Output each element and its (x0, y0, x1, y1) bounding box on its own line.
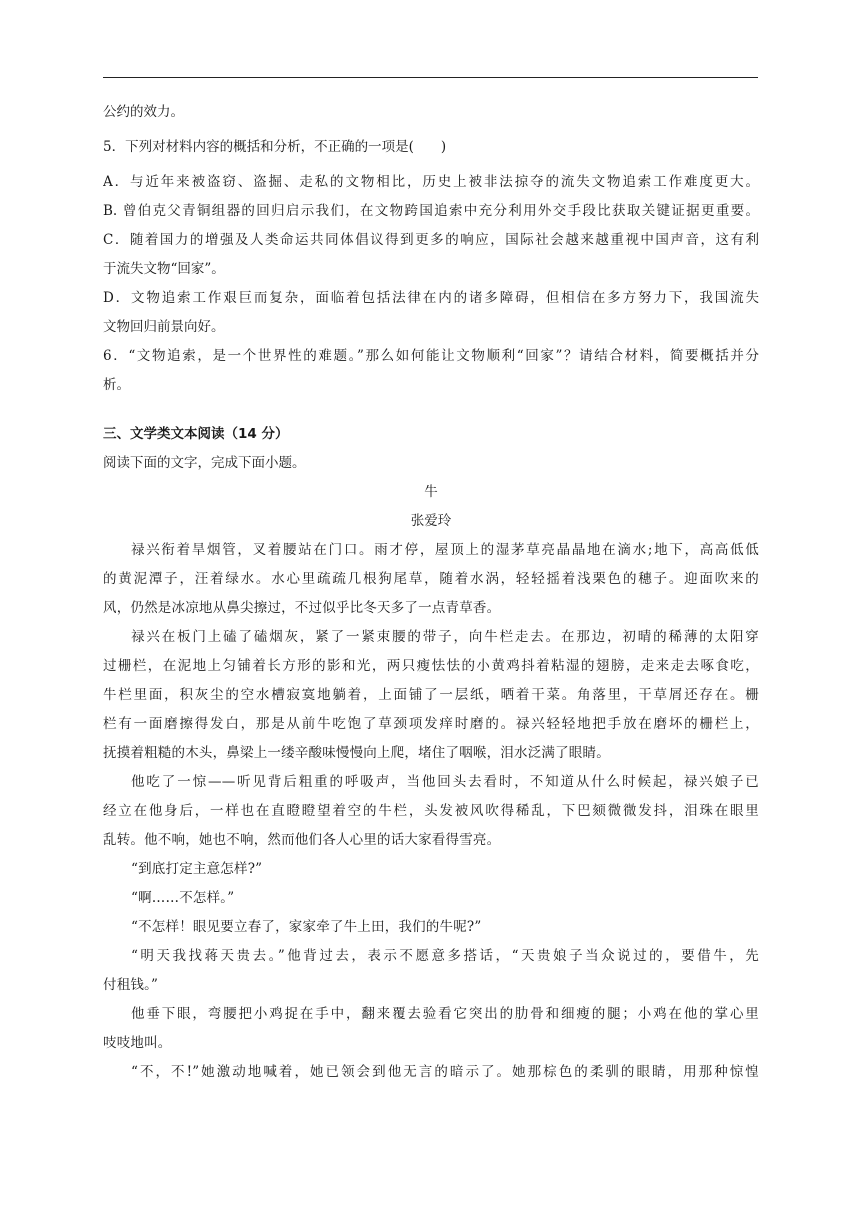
section-3-heading: 三、文学类文本阅读（14 分） (103, 426, 289, 442)
question-5-stem: 5．下列对材料内容的概括和分析，不正确的一项是( ) (103, 139, 447, 155)
story-line: 他垂下眼，弯腰把小鸡捉在手中，翻来覆去验看它突出的肋骨和细瘦的腿；小鸡在他的掌心里 (131, 1006, 759, 1022)
header-fragment: 公约的效力。 (103, 104, 184, 120)
question-5-option-a: A．与近年来被盗窃、盗掘、走私的文物相比，历史上被非法掠夺的流失文物追索工作难度更大。 (103, 174, 759, 190)
story-line: 禄兴衔着旱烟管，叉着腰站在门口。雨才停，屋顶上的湿茅草亮晶晶地在滴水;地下，高高低低 (131, 542, 759, 558)
story-line: 付租钱。” (103, 977, 159, 993)
question-6-line-1: 6．“文物追索，是一个世界性的难题。”那么如何能让文物顺利“回家”？请结合材料，简要概括并分 (103, 348, 759, 364)
story-body (103, 536, 759, 1087)
story-line: 经立在他身后，一样也在直瞪瞪望着空的牛栏，头发被风吹得稀乱，下巴颏微微发抖，泪珠在眼里 (103, 803, 759, 819)
question-5-option-d-line-1: D．文物追索工作艰巨而复杂，面临着包括法律在内的诸多障碍，但相信在多方努力下，我国流失 (103, 290, 759, 306)
story-line: 他吃了一惊——听见背后粗重的呼吸声，当他回头去看时，不知道从什么时候起，禄兴娘子已 (131, 774, 759, 790)
question-5-option-d-line-2: 文物回归前景向好。 (103, 319, 225, 335)
story-title: 牛 (424, 484, 438, 500)
document-page (103, 98, 759, 1087)
story-line: 牛栏里面，积灰尘的空水槽寂寞地躺着，上面铺了一层纸，晒着干菜。角落里，干草屑还存在。栅 (103, 687, 759, 703)
story-line: “不怎样！眼见要立春了，家家牵了牛上田，我们的牛呢?” (131, 919, 482, 935)
story-line: “明天我找蒋天贵去。”他背过去，表示不愿意多搭话，“天贵娘子当众说过的，要借牛，先 (131, 948, 759, 964)
story-line: 风，仍然是冰凉地从鼻尖擦过，不过似乎比冬天多了一点青草香。 (103, 600, 501, 616)
story-line: 过栅栏，在泥地上匀铺着长方形的影和光，两只瘦怯怯的小黄鸡抖着粘湿的翅膀，走来走去啄食吃， (103, 658, 759, 674)
story-line: 的黄泥潭子，汪着绿水。水心里疏疏几根狗尾草，随着水涡，轻轻摇着浅栗色的穗子。迎面吹来的 (103, 571, 759, 587)
story-author: 张爱玲 (410, 513, 452, 529)
story-line: “啊……不怎样。” (131, 890, 235, 906)
story-line: “不，不!”她激动地喊着，她已领会到他无言的暗示了。她那棕色的柔驯的眼睛，用那种惊惶 (131, 1064, 759, 1080)
story-line: “到底打定主意怎样?” (131, 861, 263, 877)
story-line: 禄兴在板门上磕了磕烟灰，紧了一紧束腰的带子，向牛栏走去。在那边，初晴的稀薄的太阳穿 (131, 629, 759, 645)
header-rule (103, 77, 758, 78)
question-6-line-2: 析。 (103, 377, 130, 393)
section-3-instruction: 阅读下面的文字，完成下面小题。 (103, 455, 306, 471)
story-line: 乱转。他不响，她也不响，然而他们各人心里的话大家看得雪亮。 (103, 832, 501, 848)
story-line: 抚摸着粗糙的木头，鼻梁上一缕辛酸味慢慢向上爬，堵住了咽喉，泪水泛满了眼睛。 (103, 745, 610, 761)
question-5-option-c-line-1: C．随着国力的增强及人类命运共同体倡议得到更多的响应，国际社会越来越重视中国声音，这有利 (103, 232, 759, 248)
question-5-option-b: B. 曾伯克父青铜组器的回归启示我们，在文物跨国追索中充分利用外交手段比获取关键证据更重要。 (103, 203, 759, 219)
question-5-option-c-line-2: 于流失文物“回家”。 (103, 261, 225, 277)
story-line: 栏有一面磨擦得发白，那是从前牛吃饱了草颈项发痒时磨的。禄兴轻轻地把手放在磨坏的栅栏上， (103, 716, 759, 732)
story-line: 吱吱地叫。 (103, 1035, 172, 1051)
